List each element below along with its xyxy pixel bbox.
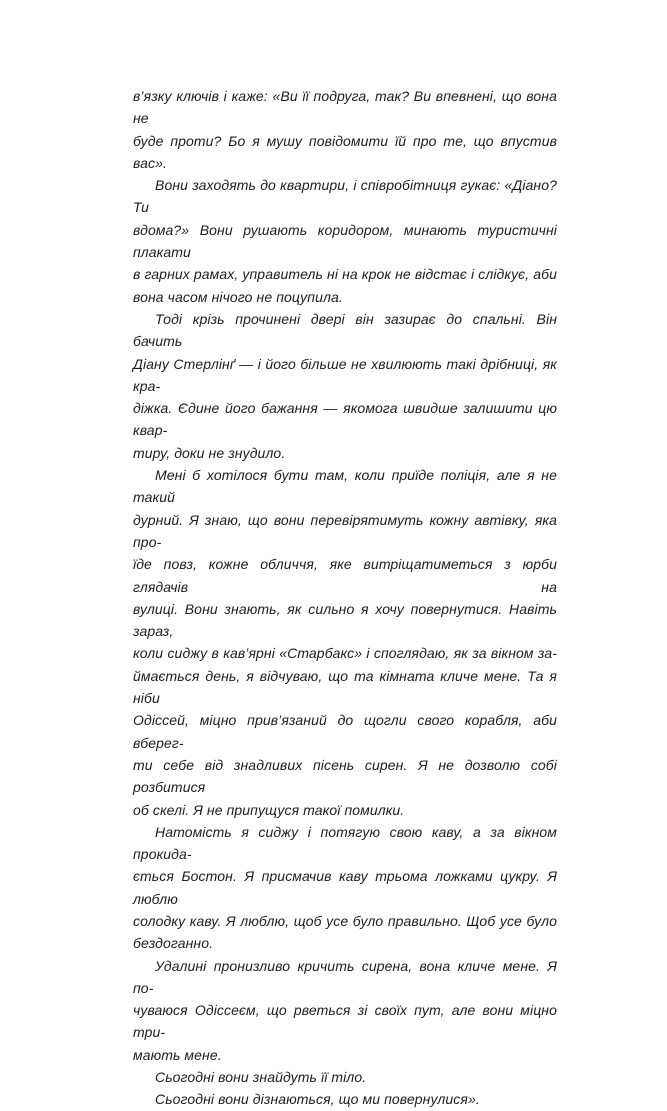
- paragraph: [133, 308, 557, 464]
- text-line: дурний. Я знаю, що вони перевірятимуть кожну автівку, яка про-: [133, 511, 557, 550]
- text-line: вулиці. Вони знають, як сильно я хочу повернутися. Навіть зараз,: [133, 600, 557, 640]
- text-line: тиру, доки не знудило.: [133, 444, 286, 461]
- text-line: солодку каву. Я люблю, щоб усе було правильно. Щоб усе було: [133, 912, 557, 929]
- text-line: в гарних рамах, управитель ні на крок не відстає і слідкує, аби: [133, 266, 557, 283]
- text-line: Вони заходять до квартири, і співробітниця гукає: «Діано? Ти: [133, 177, 557, 216]
- text-line: Мені б хотілося бути там, коли приїде поліція, але я не такий: [133, 467, 557, 506]
- text-line: буде проти? Бо я мушу повідомити їй про те, що впустив вас».: [133, 132, 557, 171]
- text-line: Сьогодні вони знайдуть її тіло.: [155, 1069, 367, 1086]
- paragraph: [133, 464, 557, 821]
- text-line: в’язку ключів і каже: «Ви її подруга, так? Ви впевнені, що вона не: [133, 88, 557, 127]
- text-line: діжка. Єдине його бажання — якомога швидше залишити цю квар-: [133, 400, 557, 439]
- text-line: чуваюся Одіссеєм, що рветься зі своїх пут, але вони міцно три-: [133, 1002, 557, 1041]
- text-line: мають мене.: [133, 1046, 222, 1063]
- text-line: коли сиджу в кав’ярні «Старбакс» і споглядаю, як за вікном за-: [133, 645, 557, 662]
- text-line: Одіссей, міцно прив’язаний до щогли свого корабля, аби вберег-: [133, 712, 557, 751]
- text-line: вона часом нічого не поцупила.: [133, 288, 343, 305]
- paragraph: [133, 821, 557, 955]
- text-line: ти себе від знадливих пісень сирен. Я не дозволю собі розбитися: [133, 756, 557, 796]
- text-line: об скелі. Я не припущуся такої помилки.: [133, 801, 405, 818]
- text-line: їде повз, кожне обличчя, яке витріщатиметься з юрби глядачів на: [133, 556, 557, 595]
- text-line: ймається день, я відчуваю, що та кімната кличе мене. Та я ніби: [133, 667, 557, 707]
- body-text: [133, 85, 557, 1111]
- paragraph: [133, 85, 557, 174]
- text-line: Сьогодні вони дізнаються, що ми повернулися».: [155, 1091, 480, 1108]
- paragraph: [133, 1088, 557, 1110]
- paragraph: [133, 955, 557, 1066]
- text-line: ється Бостон. Я присмачив каву трьома ложками цукру. Я люблю: [133, 868, 557, 907]
- text-line: Тоді крізь прочинені двері він зазирає до спальні. Він бачить: [133, 310, 557, 350]
- text-line: Натомість я сиджу і потягую свою каву, а за вікном прокида-: [133, 823, 557, 863]
- text-line: Діану Стерлінґ — і його більше не хвилюють такі дрібниці, як кра-: [133, 355, 557, 394]
- text-line: вдома?» Вони рушають коридором, минають туристичні плакати: [133, 221, 557, 261]
- text-line: бездоганно.: [133, 935, 214, 952]
- paragraph: [133, 174, 557, 308]
- paragraph: [133, 1066, 557, 1088]
- text-line: Удалині пронизливо кричить сирена, вона кличе мене. Я по-: [133, 957, 557, 996]
